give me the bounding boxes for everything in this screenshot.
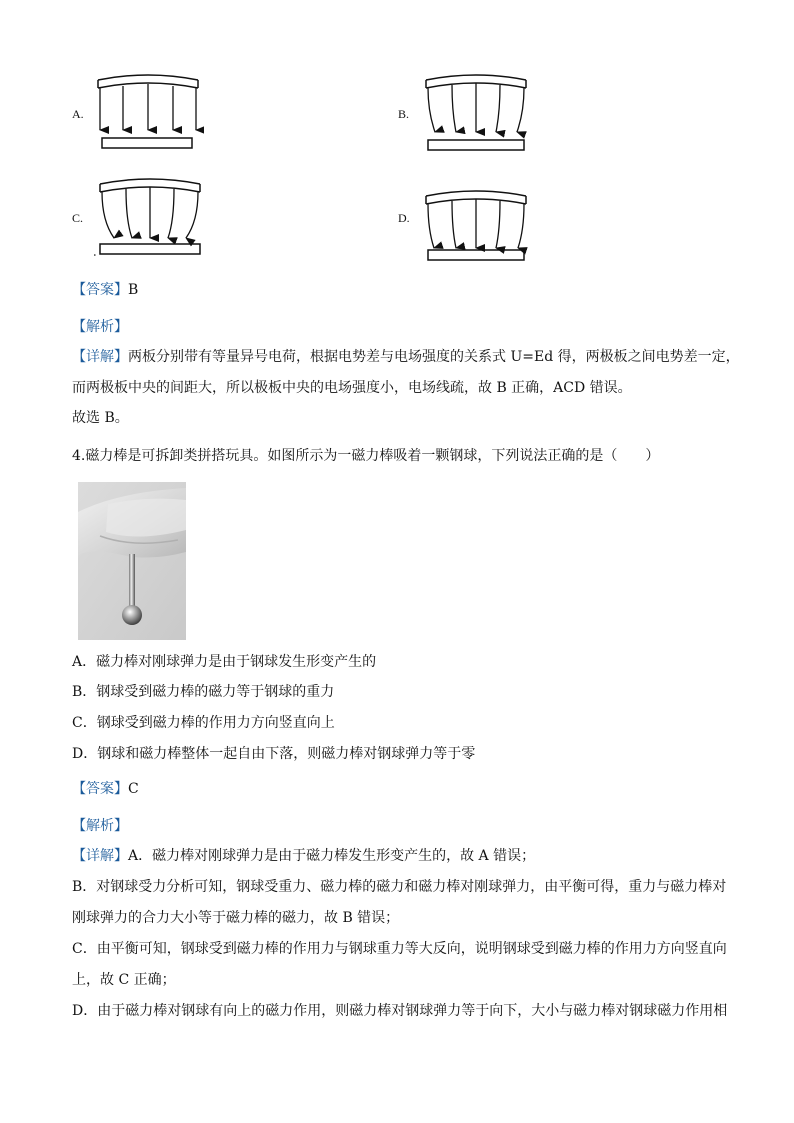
- answer-value: B: [128, 282, 139, 298]
- q4-analysis-heading: [72, 816, 128, 836]
- q4-detail-line-2: B．对钢球受力分析可知，钢球受重力、磁力棒的磁力和磁力棒对刚球弹力，由平衡可得，重力与磁力棒对: [72, 879, 727, 895]
- detail-text: A．磁力棒对刚球弹力是由于磁力棒发生形变产生的，故 A 错误；: [128, 848, 536, 864]
- q4-option-a: A．磁力棒对刚球弹力是由于钢球发生形变产生的: [72, 654, 377, 670]
- q4-option-b: B．钢球受到磁力棒的磁力等于钢球的重力: [72, 684, 335, 700]
- option-label-b: B.: [398, 107, 410, 121]
- field-diagram-b: [420, 72, 532, 154]
- option-label-c: C.: [72, 211, 84, 225]
- answer-value: C: [128, 781, 139, 797]
- field-diagram-a: [92, 72, 204, 152]
- field-diagram-c: [94, 176, 206, 258]
- q3-answer: [72, 280, 138, 300]
- q3-analysis-heading: [72, 317, 128, 337]
- option-label-d: D.: [398, 211, 410, 225]
- q4-option-c: C．钢球受到磁力棒的作用力方向竖直向上: [72, 715, 335, 731]
- answer-tag: 【答案】: [72, 282, 128, 298]
- magnet-rod-photo: [78, 482, 186, 640]
- q4-detail-line-1: [72, 846, 535, 866]
- q4-detail-line-5: 上，故 C 正确；: [72, 972, 176, 988]
- field-diagram-d: [420, 180, 532, 264]
- q4-detail-line-6: D．由于磁力棒对钢球有向上的磁力作用，则磁力棒对钢球弹力等于向下，大小与磁力棒对钢球磁力作用相: [72, 1003, 728, 1019]
- analysis-tag: 【解析】: [72, 818, 128, 834]
- q3-detail-line-1: [72, 347, 740, 367]
- detail-tag: 【详解】: [72, 848, 128, 864]
- q3-conclusion: 故选 B。: [72, 410, 129, 426]
- q4-stem: 4.磁力棒是可拆卸类拼搭玩具。如图所示为一磁力棒吸着一颗钢球，下列说法正确的是（ ）: [72, 448, 660, 464]
- q3-detail-line-2: 而两极板中央的间距大，所以极板中央的电场强度小，电场线疏，故 B 正确，ACD 错误。: [72, 380, 632, 396]
- option-label-a: A.: [72, 107, 84, 121]
- analysis-tag: 【解析】: [72, 319, 128, 335]
- q4-detail-line-3: 刚球弹力的合力大小等于磁力棒的磁力，故 B 错误；: [72, 910, 400, 926]
- q4-option-d: D．钢球和磁力棒整体一起自由下落，则磁力棒对钢球弹力等于零: [72, 746, 476, 762]
- detail-text: 两板分别带有等量异号电荷，根据电势差与电场强度的关系式 U=Ed 得，两极板之间电势差一定，: [128, 349, 740, 365]
- q4-detail-line-4: C．由平衡可知，钢球受到磁力棒的作用力与钢球重力等大反向，说明钢球受到磁力棒的作用力方向竖直向: [72, 941, 727, 957]
- detail-tag: 【详解】: [72, 349, 128, 365]
- q4-answer: [72, 779, 139, 799]
- answer-tag: 【答案】: [72, 781, 128, 797]
